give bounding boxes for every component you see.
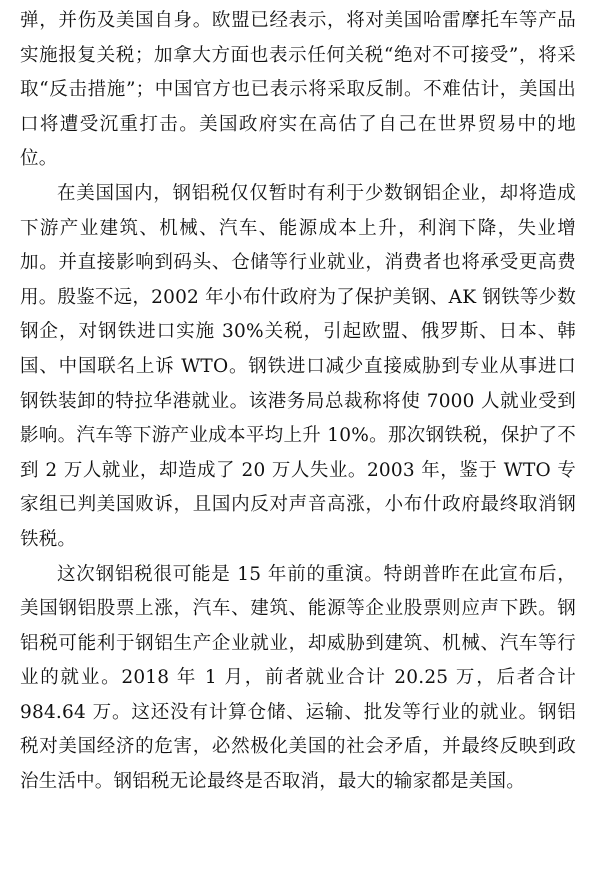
paragraph-continuation: 弹，并伤及美国自身。欧盟已经表示，将对美国哈雷摩托车等产品实施报复关税；加拿大方面也表示任何关税“绝对不可接受”，将采取“反击措施”；中国官方也已表示将采取反制。不难估计，美国出口将遭受沉重打击。美国政府实在高估了自己在世界贸易中的地位。 [20,10,576,170]
paragraph-repeat-history: 这次钢铝税很可能是 15 年前的重演。特朗普昨在此宣布后，美国钢铝股票上涨，汽车、建筑、能源等企业股票则应声下跌。钢铝税可能利于钢铝生产企业就业，却威胁到建筑、机械、汽车等行业的就业。2018 年 1 月，前者就业合计 20.25 万，后者合计 984.64 万。这还没有计算仓储、运输、批发等行业的就业。钢铝税对美国经济的危害，必然极化美国的社会矛盾，并最终反映到政治生活中。钢铝税无论最终是否取消，最大的输家都是美国。 [20,563,576,793]
paragraph-domestic-impact: 在美国国内，钢铝税仅仅暂时有利于少数钢铝企业，却将造成下游产业建筑、机械、汽车、能源成本上升，利润下降，失业增加。并直接影响到码头、仓储等行业就业，消费者也将承受更高费用。殷鉴不远，2002 年小布什政府为了保护美钢、AK 钢铁等少数钢企，对钢铁进口实施 30%关税，引起欧盟、俄罗斯、日本、韩国、中国联名上诉 WTO。钢铁进口减少直接威胁到专业从事进口钢铁装卸的特拉华港就业。该港务局总裁称将使 7000 人就业受到影响。汽车等下游产业成本平均上升 10%。那次钢铁税，保护了不到 2 万人就业，却造成了 20 万人失业。2003 年，鉴于 WTO 专家组已判美国败诉，且国内反对声音高涨，小布什政府最终取消钢铁税。 [20,182,576,550]
